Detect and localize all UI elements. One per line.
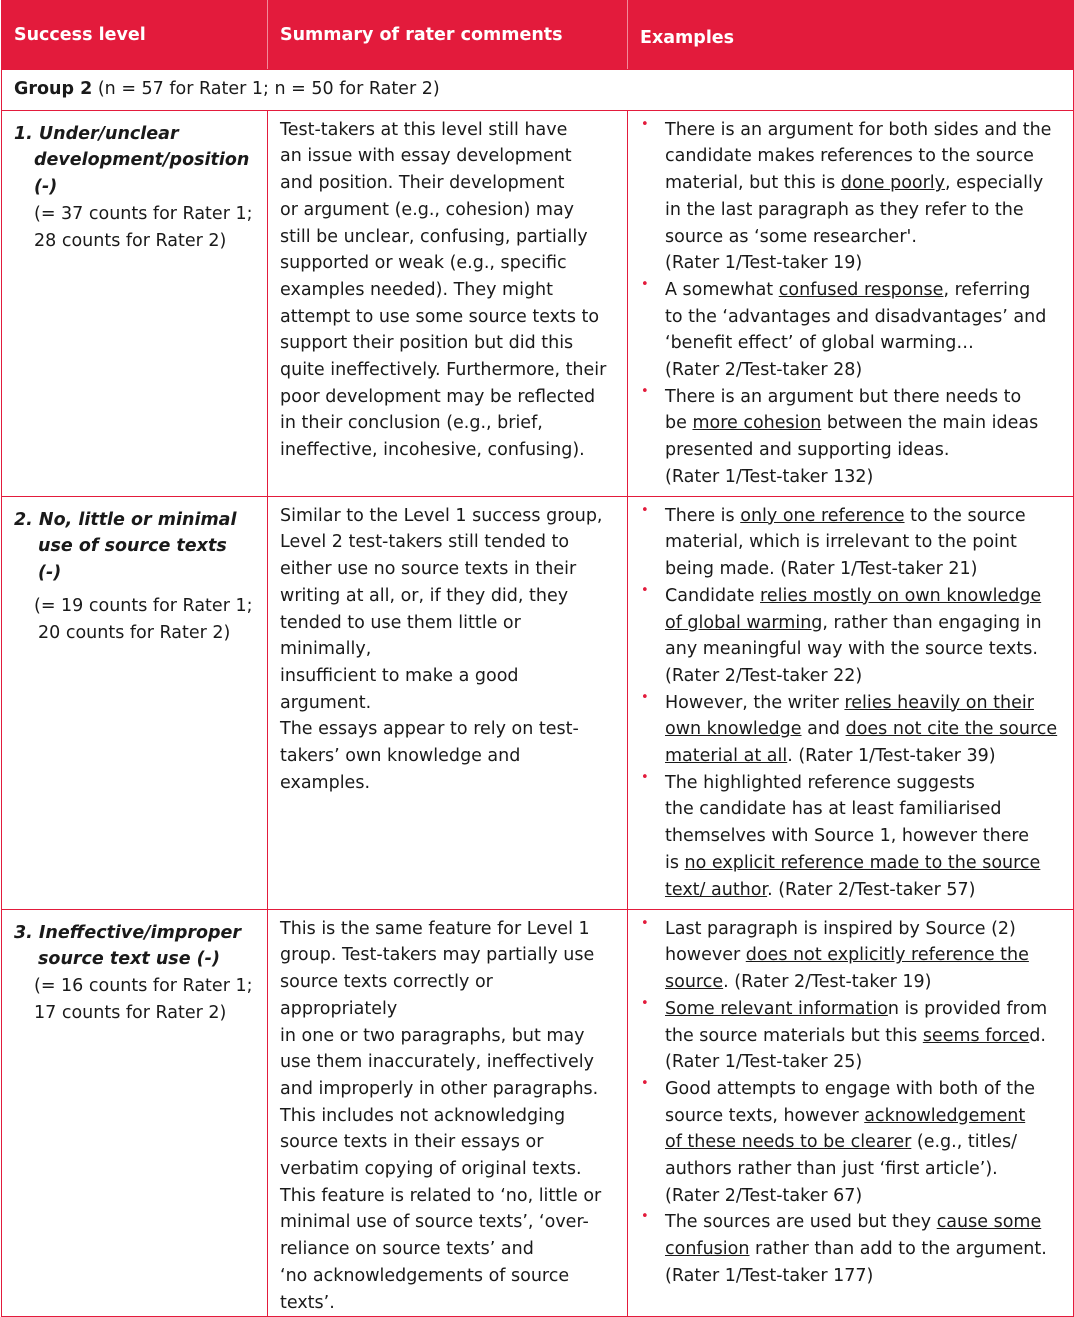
level-count-line: 20 counts for Rater 2): [38, 622, 231, 643]
underlined-phrase: text/ author: [665, 879, 768, 900]
level-count-line: (= 19 counts for Rater 1;: [34, 595, 253, 616]
summary-line: Test-takers at this level still have: [280, 119, 568, 140]
example-text: However, the writer: [665, 692, 845, 713]
group-row: [2, 70, 1074, 111]
summary-line: source texts in their essays or: [280, 1132, 544, 1153]
example-line: [665, 464, 1067, 491]
example-text: , especially: [945, 173, 1044, 194]
example-text: (Rater 1/Test-taker 25): [665, 1052, 863, 1073]
summary-line: and position. Their development: [280, 173, 565, 194]
example-line: [665, 610, 1067, 637]
example-line: [665, 1209, 1067, 1236]
example-text: (Rater 2/Test-taker 67): [665, 1185, 863, 1206]
example-text: (Rater 1/Test-taker 19): [665, 253, 863, 274]
underlined-phrase: relies heavily on their: [844, 692, 1034, 713]
examples-cell: [628, 496, 1074, 909]
example-line: [665, 770, 1067, 797]
underlined-phrase: source: [665, 972, 724, 993]
example-text: however: [665, 945, 746, 966]
table-row: [2, 496, 1074, 909]
example-item: [640, 690, 1067, 770]
example-text: Good attempts to engage with both of the: [665, 1078, 1035, 1099]
example-line: [665, 170, 1067, 197]
example-text: the candidate has at least familiarised: [665, 799, 1002, 820]
summary-line: texts’.: [280, 1292, 335, 1313]
underlined-phrase: material at all: [665, 746, 788, 767]
underlined-phrase: cause some: [936, 1212, 1042, 1233]
examples-list: [640, 916, 1067, 1290]
example-text: Candidate: [665, 585, 761, 606]
group-cell: [2, 70, 1074, 111]
level-title-line: source text use (-): [38, 949, 220, 970]
summary-line: This feature is related to ‘no, little or: [280, 1185, 602, 1206]
example-line: [665, 357, 1067, 384]
example-text: to the ‘advantages and disadvantages’ and: [665, 306, 1047, 327]
summary-text: [280, 503, 615, 797]
example-line: [665, 224, 1067, 251]
rater-comments-table: [1, 0, 1074, 1317]
table-header-row: [2, 1, 1074, 70]
underlined-phrase: relies mostly on own knowledge: [760, 585, 1042, 606]
summary-line: ineffective, incohesive, confusing).: [280, 440, 585, 461]
example-text: rather than add to the argument.: [749, 1239, 1047, 1260]
underlined-phrase: seems force: [922, 1025, 1030, 1046]
example-item: [640, 503, 1067, 583]
example-text: ‘benefit effect’ of global warming…: [665, 333, 974, 354]
summary-line: group. Test-takers may partially use: [280, 945, 595, 966]
example-text: , referring: [943, 279, 1031, 300]
summary-cell: [268, 110, 628, 496]
example-line: [665, 250, 1067, 277]
example-line: [665, 743, 1067, 770]
example-line: [665, 716, 1067, 743]
example-line: [665, 1156, 1067, 1183]
example-text: (Rater 1/Test-taker 177): [665, 1265, 874, 1286]
underlined-phrase: of these needs to be clearer: [665, 1132, 912, 1153]
level-title-line: use of source texts (-): [38, 536, 227, 584]
example-line: [665, 1023, 1067, 1050]
example-text: (Rater 2/Test-taker 28): [665, 360, 863, 381]
example-line: [665, 916, 1067, 943]
summary-line: attempt to use some source texts to: [280, 306, 600, 327]
examples-list: [640, 117, 1067, 491]
example-text: (Rater 2/Test-taker 22): [665, 665, 863, 686]
examples-list: [640, 503, 1067, 904]
summary-line: in one or two paragraphs, but may: [280, 1025, 585, 1046]
example-text: d.: [1029, 1025, 1046, 1046]
summary-cell: [268, 496, 628, 909]
example-line: [665, 277, 1067, 304]
summary-cell: [268, 909, 628, 1317]
example-text: authors rather than just ‘first article’).: [665, 1159, 998, 1180]
table-row: [2, 909, 1074, 1317]
example-text: be: [665, 413, 693, 434]
level-title-line: 2. No, little or minimal: [14, 509, 237, 530]
summary-text: [280, 916, 615, 1317]
underlined-phrase: more cohesion: [692, 413, 822, 434]
underlined-phrase: done poorly: [840, 173, 946, 194]
example-text: Last paragraph is inspired by Source (2): [665, 918, 1016, 939]
example-text: The highlighted reference suggests: [665, 772, 975, 793]
summary-line: poor development may be reflected: [280, 386, 596, 407]
summary-line: minimal use of source texts’, ‘over-: [280, 1212, 589, 1233]
summary-line: Level 2 test-takers still tended to: [280, 532, 570, 553]
summary-line: still be unclear, confusing, partially: [280, 226, 588, 247]
example-line: [665, 1183, 1067, 1210]
example-item: [640, 583, 1067, 690]
example-text: A somewhat: [665, 279, 779, 300]
example-text: , rather than engaging in: [822, 612, 1042, 633]
example-line: [665, 197, 1067, 224]
example-line: [665, 330, 1067, 357]
example-text: (Rater 1/Test-taker 132): [665, 466, 874, 487]
underlined-phrase: only one reference: [740, 505, 905, 526]
example-line: [665, 437, 1067, 464]
example-text: source as ‘some researcher'.: [665, 226, 917, 247]
example-item: [640, 770, 1067, 904]
summary-line: ‘no acknowledgements of source: [280, 1265, 570, 1286]
example-item: [640, 1209, 1067, 1289]
example-text: There is: [665, 505, 741, 526]
example-item: [640, 916, 1067, 996]
level-cell: [2, 496, 268, 909]
summary-line: This is the same feature for Level 1: [280, 918, 590, 939]
underlined-phrase: confusion: [665, 1239, 750, 1260]
example-text: in the last paragraph as they refer to the: [665, 199, 1024, 220]
example-line: [665, 996, 1067, 1023]
example-text: The sources are used but they: [665, 1212, 937, 1233]
example-text: candidate makes references to the source: [665, 146, 1034, 167]
example-text: to the source: [904, 505, 1026, 526]
summary-line: tended to use them little or minimally,: [280, 612, 521, 660]
summary-line: writing at all, or, if they did, they: [280, 585, 569, 606]
level-count-line: (= 37 counts for Rater 1;: [34, 203, 253, 224]
summary-line: support their position but did this: [280, 333, 574, 354]
example-line: [665, 556, 1067, 583]
example-line: [665, 663, 1067, 690]
underlined-phrase: acknowledgement: [864, 1105, 1026, 1126]
summary-line: supported or weak (e.g., specific: [280, 253, 567, 274]
summary-line: takers’ own knowledge and examples.: [280, 746, 521, 793]
example-line: [665, 529, 1067, 556]
example-text: any meaningful way with the source texts.: [665, 639, 1038, 660]
summary-line: source texts correctly or appropriately: [280, 972, 493, 1019]
example-line: [665, 583, 1067, 610]
summary-line: Similar to the Level 1 success group,: [280, 505, 603, 526]
header-summary: Summary of rater comments: [268, 1, 628, 70]
underlined-phrase: no explicit reference made to the source: [684, 852, 1041, 873]
summary-line: quite ineffectively. Furthermore, their: [280, 360, 607, 381]
summary-line: verbatim copying of original texts.: [280, 1159, 582, 1180]
example-item: [640, 117, 1067, 277]
example-line: [665, 796, 1067, 823]
underlined-phrase: own knowledge: [665, 719, 802, 740]
table-row: [2, 110, 1074, 496]
example-text: material, which is irrelevant to the point: [665, 532, 1017, 553]
summary-line: reliance on source texts’ and: [280, 1239, 534, 1260]
example-text: There is an argument for both sides and the: [665, 119, 1052, 140]
underlined-phrase: does not explicitly reference the: [745, 945, 1029, 966]
underlined-phrase: confused response: [778, 279, 944, 300]
example-text: (e.g., titles/: [911, 1132, 1018, 1153]
example-item: [640, 277, 1067, 384]
example-line: [665, 143, 1067, 170]
level-title-line: 1. Under/unclear: [14, 123, 179, 144]
example-text: themselves with Source 1, however there: [665, 826, 1029, 847]
summary-line: examples needed). They might: [280, 279, 554, 300]
example-text: presented and supporting ideas.: [665, 440, 950, 461]
example-line: [665, 1076, 1067, 1103]
example-line: [665, 304, 1067, 331]
example-line: [665, 503, 1067, 530]
example-text: . (Rater 2/Test-taker 57): [767, 879, 976, 900]
underlined-phrase: of global warming: [665, 612, 823, 633]
example-text: and: [801, 719, 846, 740]
example-line: [665, 1129, 1067, 1156]
level-count-line: (= 16 counts for Rater 1;: [34, 976, 253, 997]
underlined-phrase: Some relevant informatio: [665, 998, 888, 1019]
examples-cell: [628, 110, 1074, 496]
example-line: [665, 942, 1067, 969]
example-text: . (Rater 1/Test-taker 39): [787, 746, 996, 767]
underlined-phrase: does not cite the source: [845, 719, 1058, 740]
example-line: [665, 877, 1067, 904]
level-title-line: development/position (-): [34, 150, 250, 198]
example-text: n is provided from: [887, 998, 1048, 1019]
summary-text: [280, 117, 615, 464]
group-detail: (n = 57 for Rater 1; n = 50 for Rater 2): [92, 79, 440, 99]
example-text: There is an argument but there needs to: [665, 386, 1022, 407]
example-text: is: [665, 852, 685, 873]
summary-line: an issue with essay development: [280, 146, 572, 167]
example-text: between the main ideas: [821, 413, 1039, 434]
example-text: being made. (Rater 1/Test-taker 21): [665, 559, 978, 580]
examples-cell: [628, 909, 1074, 1317]
summary-line: and improperly in other paragraphs.: [280, 1078, 599, 1099]
level-cell: [2, 909, 268, 1317]
summary-line: This includes not acknowledging: [280, 1105, 566, 1126]
example-line: [665, 1103, 1067, 1130]
example-line: [665, 117, 1067, 144]
group-label: Group 2: [14, 79, 93, 99]
example-line: [665, 823, 1067, 850]
example-item: [640, 384, 1067, 491]
summary-line: use them inaccurately, ineffectively: [280, 1052, 595, 1073]
level-cell: [2, 110, 268, 496]
example-text: the source materials but this: [665, 1025, 923, 1046]
example-text: source texts, however: [665, 1105, 865, 1126]
level-count-line: 17 counts for Rater 2): [34, 1002, 227, 1023]
summary-line: either use no source texts in their: [280, 559, 577, 580]
level-count-line: 28 counts for Rater 2): [34, 230, 227, 251]
example-text: material, but this is: [665, 173, 841, 194]
example-item: [640, 1076, 1067, 1210]
example-line: [665, 1236, 1067, 1263]
example-line: [665, 1049, 1067, 1076]
example-item: [640, 996, 1067, 1076]
example-text: . (Rater 2/Test-taker 19): [723, 972, 932, 993]
summary-line: in their conclusion (e.g., brief,: [280, 413, 543, 434]
level-title-line: 3. Ineffective/improper: [14, 922, 242, 943]
example-line: [665, 969, 1067, 996]
header-success-level: Success level: [2, 1, 268, 70]
summary-line: or argument (e.g., cohesion) may: [280, 199, 575, 220]
example-line: [665, 410, 1067, 437]
example-line: [665, 1263, 1067, 1290]
example-line: [665, 850, 1067, 877]
summary-line: insufficient to make a good argument.: [280, 665, 519, 713]
example-line: [665, 636, 1067, 663]
header-examples: Examples: [628, 1, 1074, 70]
summary-line: The essays appear to rely on test-: [280, 719, 579, 740]
example-line: [665, 690, 1067, 717]
example-line: [665, 384, 1067, 411]
